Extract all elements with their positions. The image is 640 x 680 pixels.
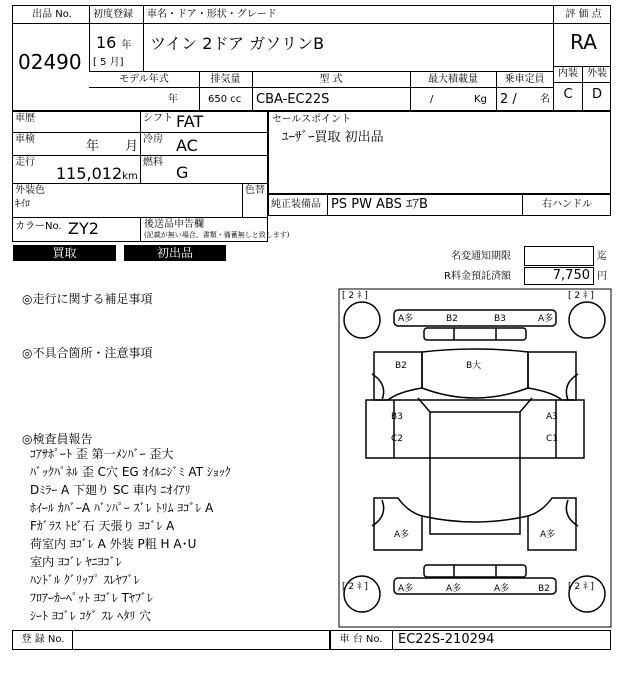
exterior-label: 外装: [587, 68, 607, 79]
type-label: 型 式: [319, 74, 343, 85]
corner-label-br: [ 2 ﾈ ]: [568, 582, 594, 592]
fuel-label: 燃料: [143, 157, 163, 168]
model-year-unit: 年: [168, 94, 178, 105]
divider: [72, 630, 73, 650]
divider: [89, 87, 553, 88]
divider: [12, 155, 268, 156]
divider: [89, 71, 553, 72]
divider: [140, 111, 141, 183]
inspector-line: ﾌﾛｱｰｶｰﾍﾟｯﾄ ﾖｺﾞﾚ Tﾔﾌﾞﾚ: [30, 591, 153, 605]
first-reg-year: 16 年: [96, 33, 132, 52]
inspection-value: 年 月: [86, 139, 139, 154]
aftermarket-note: (記載が無い場合、書類・備蓄無しと致します): [144, 231, 290, 239]
max-load-value: /: [430, 94, 434, 105]
lot-number: 02490: [18, 50, 82, 74]
first-listing-badge: 初出品: [124, 245, 226, 261]
mileage-value: 115,012km: [56, 164, 138, 183]
divider: [12, 183, 268, 184]
reg-no-label: 登 録 No.: [21, 634, 65, 645]
interior-label: 内装: [558, 68, 578, 79]
front-bumper-mark: A多: [398, 314, 414, 324]
capacity-value: 2 /: [500, 92, 517, 107]
displacement-label: 排気量: [210, 74, 241, 85]
color-change-label: 色替: [245, 185, 265, 196]
driving-notes-label: ◎走行に関する補足事項: [22, 292, 153, 306]
max-load-label: 最大積載量: [428, 74, 478, 85]
chassis-number: EC22S-210294: [398, 632, 495, 647]
car-name-label: 車名・ドア・形状・グレード: [147, 9, 277, 20]
inspector-line: ﾎｲｰﾙ ｶﾊﾞｰA ﾊﾞﾝﾊﾟｰ ｽﾞﾚ ﾄﾘﾑ ﾖｺﾞﾚ A: [30, 501, 214, 515]
inspector-line: ﾊﾞｯｸﾊﾟﾈﾙ 歪 C穴 EG ｵｲﾙﾆｼﾞﾐ AT ｼｮｯｸ: [30, 465, 231, 479]
grade-label: 評 価 点: [565, 9, 602, 20]
title-change-label: 名変通知期限: [451, 251, 511, 262]
inspector-label: ◎検査員報告: [22, 432, 93, 446]
corner-label-bl: [ 2 ﾈ ]: [342, 582, 368, 592]
first-reg-label: 初度登録: [93, 9, 133, 20]
equipment-value: PS PW ABS ｴｱB: [331, 197, 428, 212]
sales-point-value: ﾕｰｻﾞｰ買取 初出品: [282, 130, 384, 145]
defect-notes-label: ◎不具合箇所・注意事項: [22, 346, 153, 360]
ac-label: 冷房: [143, 134, 163, 145]
wheel-front-right: [569, 302, 605, 338]
equipment-label: 純正装備品: [271, 199, 321, 210]
color-no-label: カラーNo.: [15, 221, 62, 232]
right-door-top-mark: A3: [546, 412, 558, 422]
corner-label-tr: [ 2 ﾈ ]: [568, 291, 594, 301]
right-rear-mark: A多: [540, 530, 556, 540]
inspection-label: 車検: [15, 134, 35, 145]
color-no-value: ZY2: [68, 219, 99, 238]
divider: [12, 132, 268, 133]
front-bumper-mark: A多: [538, 314, 554, 324]
corner-label-tl: [ 2 ﾈ ]: [342, 291, 368, 301]
rear-bumper-mark: B2: [538, 584, 550, 594]
left-fender-mark: B2: [395, 361, 407, 371]
first-reg-month: [ 5 月]: [93, 57, 124, 68]
recycle-value: 7,750: [552, 268, 590, 283]
inspector-line: ﾊﾝﾄﾞﾙ ｸﾞﾘｯﾌﾟ ｽﾚﾔﾌﾞﾚ: [30, 573, 140, 587]
front-bumper-mark: B2: [446, 314, 458, 324]
mileage-label: 走行: [15, 157, 35, 168]
rear-bumper-mark: A多: [398, 584, 414, 594]
right-door-bottom-mark: C1: [546, 434, 559, 444]
divider: [12, 23, 89, 24]
wheel-front-left: [344, 302, 380, 338]
capacity-unit: 名: [540, 94, 550, 105]
inspector-line: 室内 ﾖｺﾞﾚ ﾔﾆﾖｺﾞﾚ: [30, 555, 122, 569]
rear-bumper-mark: A多: [446, 584, 462, 594]
sales-point-label: セールスポイント: [272, 114, 352, 125]
steering-value: 右ハンドル: [542, 199, 592, 210]
ext-color-label: 外装色: [15, 185, 45, 196]
divider: [140, 217, 141, 242]
left-rear-mark: A多: [394, 530, 410, 540]
inspector-line: Fｶﾞﾗｽ ﾄﾋﾞ石 天張り ﾖｺﾞﾚ A: [30, 519, 175, 533]
left-door-top-mark: B3: [391, 412, 403, 422]
interior-grade: C: [563, 87, 573, 102]
recycle-unit: 円: [597, 271, 607, 282]
divider: [392, 630, 393, 650]
fuel-value: G: [176, 163, 189, 182]
max-load-unit: Kg: [474, 94, 487, 105]
lot-label: 出品 No.: [32, 9, 72, 20]
exterior-grade: D: [591, 87, 602, 102]
left-door-bottom-mark: C2: [391, 434, 404, 444]
chassis-label: 車 台 No.: [339, 634, 383, 645]
history-label: 車歴: [15, 113, 35, 124]
model-year-label: モデル年式: [119, 74, 169, 85]
recycle-label: R料金預託済額: [444, 271, 511, 282]
title-change-unit: 迄: [597, 251, 607, 262]
inspector-line: Dﾐﾗｰ A 下廻り SC 車内 ﾆｵｲｱﾘ: [30, 483, 191, 497]
divider: [89, 23, 611, 24]
inspector-line: ｺｱｻﾎﾟｰﾄ 歪 第一ﾒﾝﾊﾞｰ 歪大: [30, 447, 174, 461]
divider: [143, 5, 144, 71]
type-value: CBA-EC22S: [256, 92, 330, 107]
ac-value: AC: [176, 136, 198, 155]
divider: [89, 5, 90, 71]
title-change-box: [524, 246, 594, 266]
aftermarket-label: 後送品申告欄: [144, 219, 204, 230]
shift-label: シフト: [143, 113, 173, 124]
inspector-line: 荷室内 ﾖｺﾞﾚ A 外装 P粗 H A･U: [30, 537, 197, 551]
ext-color-value: ｷｲﾛ: [15, 199, 30, 210]
grade-value: RA: [570, 30, 597, 54]
capacity-label: 乗車定員: [504, 74, 545, 85]
divider: [522, 194, 523, 216]
shift-value: FAT: [176, 112, 204, 131]
buyout-badge: 買取: [13, 245, 116, 261]
displacement-value: 650 cc: [208, 94, 242, 105]
divider: [242, 183, 243, 217]
damage-diagram: [338, 288, 612, 628]
rear-bumper-mark: A多: [494, 584, 510, 594]
car-name: ツイン 2ドア ガソリンB: [150, 34, 325, 53]
divider: [327, 194, 328, 216]
hood-mark: B大: [466, 361, 482, 371]
inspector-line: ｼｰﾄ ﾖｺﾞﾚ ｺｹﾞ ｽﾚ ﾍﾀﾘ 穴: [30, 609, 152, 623]
front-bumper-mark: B3: [494, 314, 506, 324]
